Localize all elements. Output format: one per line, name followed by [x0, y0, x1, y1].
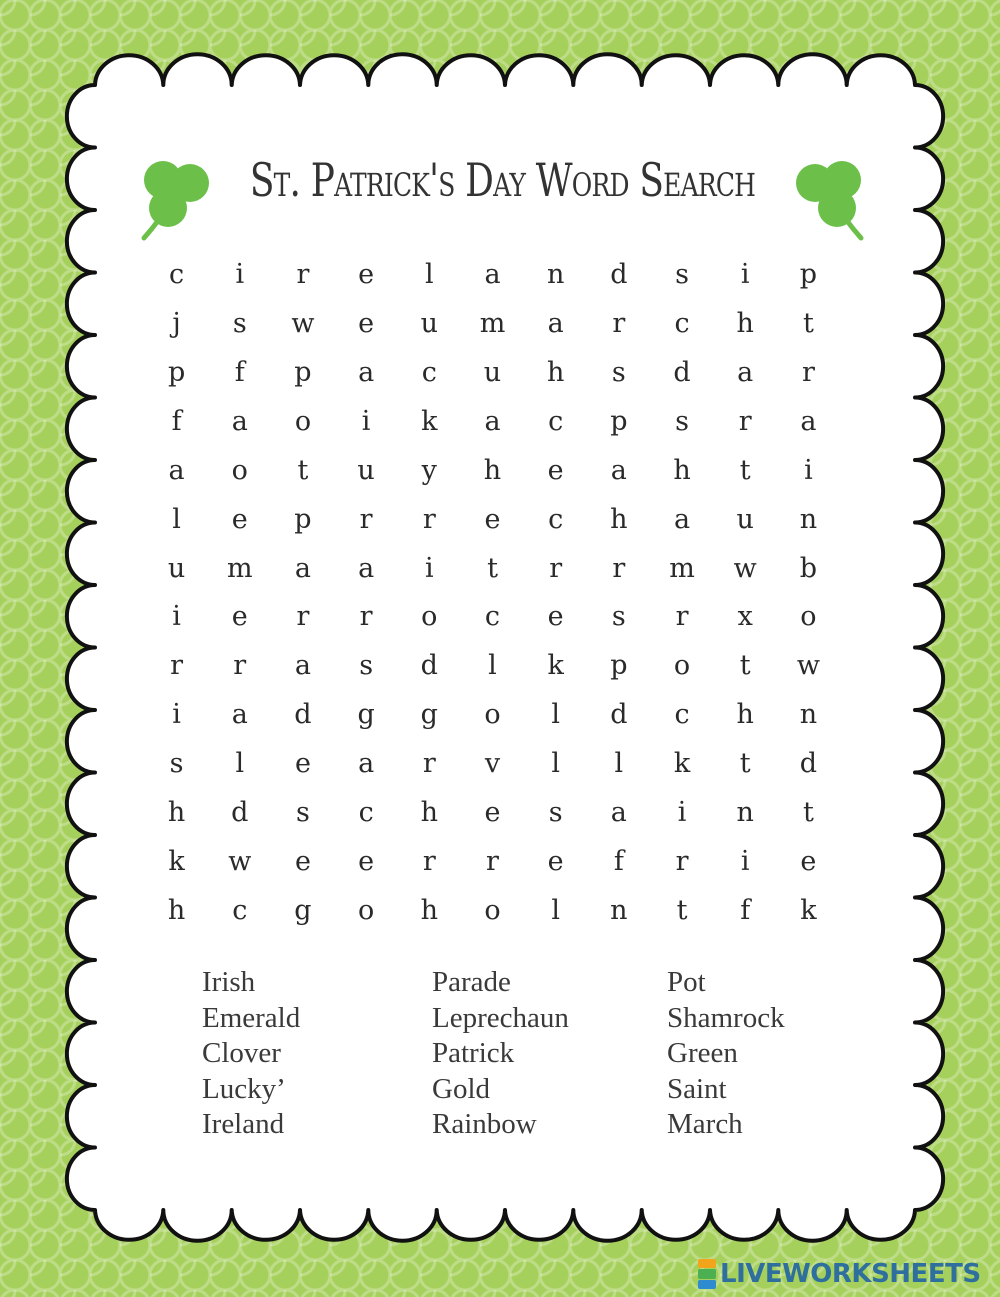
- grid-letter: r: [675, 601, 689, 633]
- grid-letter: h: [673, 454, 691, 486]
- grid-letter: r: [801, 356, 815, 388]
- grid-letter: e: [294, 846, 311, 878]
- grid-letter: i: [172, 601, 181, 633]
- grid-letter: s: [611, 601, 626, 633]
- grid-letter: w: [733, 552, 757, 584]
- grid-letter: a: [231, 699, 248, 731]
- grid-letter: m: [226, 552, 253, 584]
- grid-letter: d: [420, 650, 438, 682]
- grid-letter: c: [169, 258, 185, 290]
- grid-letter: l: [614, 748, 624, 780]
- grid-letter: o: [357, 895, 375, 927]
- grid-letter: h: [736, 699, 754, 731]
- word-list-item: Leprechaun: [432, 1001, 569, 1034]
- grid-letter: k: [673, 748, 691, 780]
- grid-letter: f: [234, 356, 245, 388]
- grid-letter: o: [294, 405, 312, 437]
- grid-letter: k: [800, 895, 817, 927]
- grid-letter: s: [611, 356, 626, 388]
- grid-letter: w: [796, 650, 820, 682]
- grid-letter: h: [420, 797, 438, 829]
- grid-letter: c: [358, 797, 374, 829]
- grid-letter: i: [677, 797, 687, 829]
- grid-letter: r: [738, 405, 752, 437]
- grid-letter: h: [736, 307, 754, 339]
- grid-letter: a: [610, 797, 627, 829]
- word-list-column-3: [667, 965, 785, 1143]
- grid-letter: g: [294, 895, 312, 927]
- grid-letter: u: [420, 307, 438, 339]
- grid-letter: u: [357, 454, 375, 486]
- grid-letter: d: [673, 356, 691, 388]
- grid-letter: p: [610, 650, 628, 682]
- grid-letter: o: [673, 650, 691, 682]
- word-list-item: Saint: [667, 1072, 727, 1105]
- grid-letter: e: [484, 797, 501, 829]
- word-list-item: Green: [667, 1037, 738, 1069]
- word-list-item: Gold: [432, 1072, 490, 1105]
- brand-text: LIVEWORKSHEETS: [720, 1259, 981, 1289]
- grid-letter: u: [483, 356, 502, 388]
- grid-letter: c: [674, 699, 690, 731]
- grid-letter: r: [170, 650, 184, 682]
- grid-letter: p: [610, 405, 628, 437]
- grid-letter: p: [799, 258, 818, 290]
- grid-letter: r: [233, 650, 247, 682]
- word-list-item: Parade: [432, 966, 511, 998]
- grid-letter: t: [297, 454, 309, 486]
- grid-letter: p: [294, 503, 312, 535]
- grid-letter: r: [296, 601, 310, 633]
- grid-letter: c: [421, 356, 437, 388]
- grid-letter: l: [235, 748, 245, 780]
- grid-letter: i: [804, 454, 813, 486]
- grid-letter: h: [167, 797, 186, 829]
- grid-letter: h: [610, 503, 628, 535]
- grid-letter: o: [484, 895, 501, 927]
- word-list-item: Emerald: [202, 1001, 301, 1034]
- shamrock-icon: [785, 150, 875, 245]
- grid-letter: o: [421, 601, 438, 633]
- grid-letter: a: [231, 405, 248, 437]
- grid-letter: t: [487, 552, 498, 584]
- grid-letter: l: [551, 895, 560, 927]
- grid-letter: f: [613, 846, 624, 878]
- grid-letter: f: [171, 405, 182, 437]
- grid-letter: n: [546, 258, 565, 290]
- grid-letter: a: [484, 405, 501, 437]
- grid-letter: r: [675, 846, 689, 878]
- grid-letter: a: [800, 405, 817, 437]
- grid-letter: a: [610, 454, 627, 486]
- grid-letter: k: [547, 650, 564, 682]
- grid-letter: u: [736, 503, 754, 535]
- grid-letter: r: [612, 552, 626, 584]
- grid-letter: d: [294, 699, 312, 731]
- grid-letter: m: [669, 552, 695, 584]
- grid-letter: c: [484, 601, 501, 633]
- grid-letter: i: [740, 258, 750, 290]
- grid-letter: r: [422, 503, 436, 535]
- grid-letter: g: [357, 699, 375, 731]
- grid-letter: t: [676, 895, 688, 927]
- grid-letter: a: [547, 307, 564, 339]
- grid-letter: r: [612, 307, 626, 339]
- grid-letter: s: [548, 797, 563, 829]
- grid-letter: e: [484, 503, 501, 535]
- grid-letter: s: [232, 307, 247, 339]
- grid-letter: g: [420, 699, 438, 731]
- grid-letter: p: [294, 356, 312, 388]
- grid-letter: e: [800, 846, 817, 878]
- word-list-item: Clover: [202, 1037, 281, 1069]
- grid-letter: a: [358, 552, 375, 584]
- word-list-item: Ireland: [202, 1108, 285, 1140]
- grid-letter: l: [172, 503, 181, 535]
- grid-letter: e: [358, 258, 375, 290]
- grid-letter: i: [172, 699, 181, 731]
- grid-letter: a: [294, 552, 311, 584]
- grid-letter: h: [483, 454, 502, 486]
- grid-letter: o: [800, 601, 817, 633]
- grid-letter: r: [486, 846, 499, 878]
- grid-letter: n: [610, 895, 628, 927]
- grid-letter: d: [610, 258, 628, 290]
- liveworksheets-logo-icon: [698, 1259, 716, 1289]
- grid-letter: e: [547, 846, 564, 878]
- word-list-column-1: [202, 965, 300, 1143]
- word-list-item: Pot: [667, 966, 706, 998]
- grid-letter: k: [421, 405, 438, 437]
- grid-letter: i: [235, 258, 245, 290]
- grid-letter: i: [361, 405, 371, 437]
- grid-letter: w: [291, 307, 315, 339]
- grid-letter: c: [548, 405, 564, 437]
- word-list-item: Shamrock: [667, 1001, 785, 1034]
- grid-letter: t: [802, 797, 814, 829]
- grid-letter: r: [422, 846, 436, 878]
- grid-letter: a: [358, 748, 375, 780]
- grid-letter: j: [172, 307, 181, 339]
- grid-letter: l: [424, 258, 434, 290]
- grid-letter: d: [799, 748, 818, 780]
- grid-letter: h: [546, 356, 565, 388]
- grid-letter: d: [231, 797, 249, 829]
- grid-letter: n: [799, 503, 818, 535]
- grid-letter: a: [484, 258, 501, 290]
- grid-letter: c: [232, 895, 248, 927]
- grid-letter: c: [674, 307, 690, 339]
- grid-letter: e: [294, 748, 311, 780]
- grid-letter: o: [484, 699, 501, 731]
- grid-letter: r: [296, 258, 310, 290]
- grid-letter: t: [802, 307, 814, 339]
- grid-letter: h: [420, 895, 438, 927]
- grid-letter: l: [551, 748, 560, 780]
- grid-letter: a: [358, 356, 375, 388]
- grid-letter: m: [479, 307, 506, 339]
- grid-letter: n: [736, 797, 754, 829]
- word-list-item: March: [667, 1108, 743, 1140]
- grid-letter: n: [799, 699, 818, 731]
- grid-letter: r: [359, 601, 373, 633]
- grid-letter: y: [421, 454, 437, 486]
- grid-letter: s: [359, 650, 374, 682]
- grid-letter: r: [359, 503, 373, 535]
- grid-letter: t: [739, 650, 751, 682]
- grid-letter: p: [167, 356, 186, 388]
- grid-letter: e: [547, 454, 564, 486]
- grid-letter: h: [167, 895, 186, 927]
- grid-letter: a: [737, 356, 754, 388]
- grid-letter: v: [484, 748, 501, 780]
- grid-letter: e: [231, 601, 248, 633]
- grid-letter: t: [739, 454, 751, 486]
- grid-letter: f: [740, 895, 751, 927]
- grid-letter: i: [424, 552, 434, 584]
- grid-letter: d: [610, 699, 628, 731]
- grid-letter: l: [551, 699, 560, 731]
- grid-letter: e: [231, 503, 248, 535]
- grid-letter: s: [169, 748, 184, 780]
- grid-letter: a: [294, 650, 311, 682]
- grid-letter: l: [488, 650, 497, 682]
- grid-letter: s: [675, 258, 689, 290]
- page-title: St. Patrick's Day Word Search: [249, 153, 756, 207]
- shamrock-icon: [130, 150, 220, 245]
- grid-letter: o: [231, 454, 248, 486]
- grid-letter: k: [168, 846, 185, 878]
- grid-letter: s: [296, 797, 310, 829]
- grid-letter: s: [675, 405, 689, 437]
- word-list-column-2: [432, 965, 569, 1143]
- grid-letter: u: [167, 552, 186, 584]
- grid-letter: e: [358, 846, 375, 878]
- letter-grid: [145, 250, 840, 935]
- grid-letter: w: [228, 846, 252, 878]
- grid-letter: a: [168, 454, 185, 486]
- grid-letter: c: [548, 503, 564, 535]
- word-list-item: Lucky’: [202, 1072, 286, 1105]
- grid-letter: r: [549, 552, 563, 584]
- word-list-item: Rainbow: [432, 1108, 537, 1140]
- grid-letter: i: [740, 846, 750, 878]
- grid-letter: r: [422, 748, 436, 780]
- grid-letter: x: [737, 601, 753, 633]
- liveworksheets-branding[interactable]: [698, 1258, 998, 1290]
- grid-letter: e: [547, 601, 564, 633]
- grid-letter: e: [358, 307, 375, 339]
- grid-letter: b: [799, 552, 818, 584]
- word-list-item: Patrick: [432, 1037, 515, 1069]
- grid-letter: t: [739, 748, 751, 780]
- word-list-item: Irish: [202, 966, 256, 998]
- grid-letter: a: [673, 503, 691, 535]
